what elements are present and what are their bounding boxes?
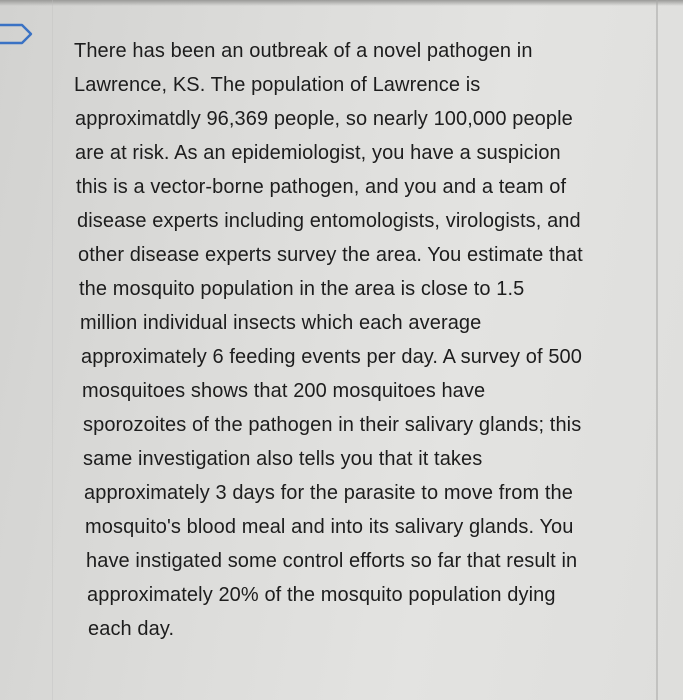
question-line: mosquito's blood meal and into its salivary glands. You	[85, 516, 574, 538]
question-line: approximately 6 feeding events per day. A survey of 500	[81, 346, 582, 368]
flag-outline-icon[interactable]	[0, 22, 34, 46]
question-line: have instigated some control efforts so far that result in	[86, 550, 578, 572]
question-line: same investigation also tells you that it takes	[83, 448, 483, 470]
question-line: each day.	[88, 618, 175, 640]
content-right-border	[656, 0, 658, 700]
question-line: approximately 3 days for the parasite to move from the	[84, 482, 573, 504]
question-line: disease experts including entomologists, virologists, and	[77, 210, 581, 232]
question-line: sporozoites of the pathogen in their salivary glands; this	[83, 414, 582, 436]
photo-top-edge	[0, 0, 683, 6]
question-line: this is a vector-borne pathogen, and you and a team of	[76, 176, 567, 198]
question-text	[74, 34, 644, 646]
question-line: million individual insects which each average	[80, 312, 482, 334]
question-line: approximately 20% of the mosquito population dying	[87, 584, 556, 606]
question-line: approximatdly 96,369 people, so nearly 100,000 people	[75, 108, 573, 130]
question-line: Lawrence, KS. The population of Lawrence is	[74, 74, 481, 96]
question-line: mosquitoes shows that 200 mosquitoes have	[82, 380, 486, 402]
content-left-border	[52, 0, 53, 700]
question-line: There has been an outbreak of a novel pathogen in	[74, 40, 533, 62]
question-line: are at risk. As an epidemiologist, you have a suspicion	[75, 142, 561, 164]
question-line: other disease experts survey the area. You estimate that	[78, 244, 583, 266]
question-line: the mosquito population in the area is close to 1.5	[79, 278, 525, 300]
